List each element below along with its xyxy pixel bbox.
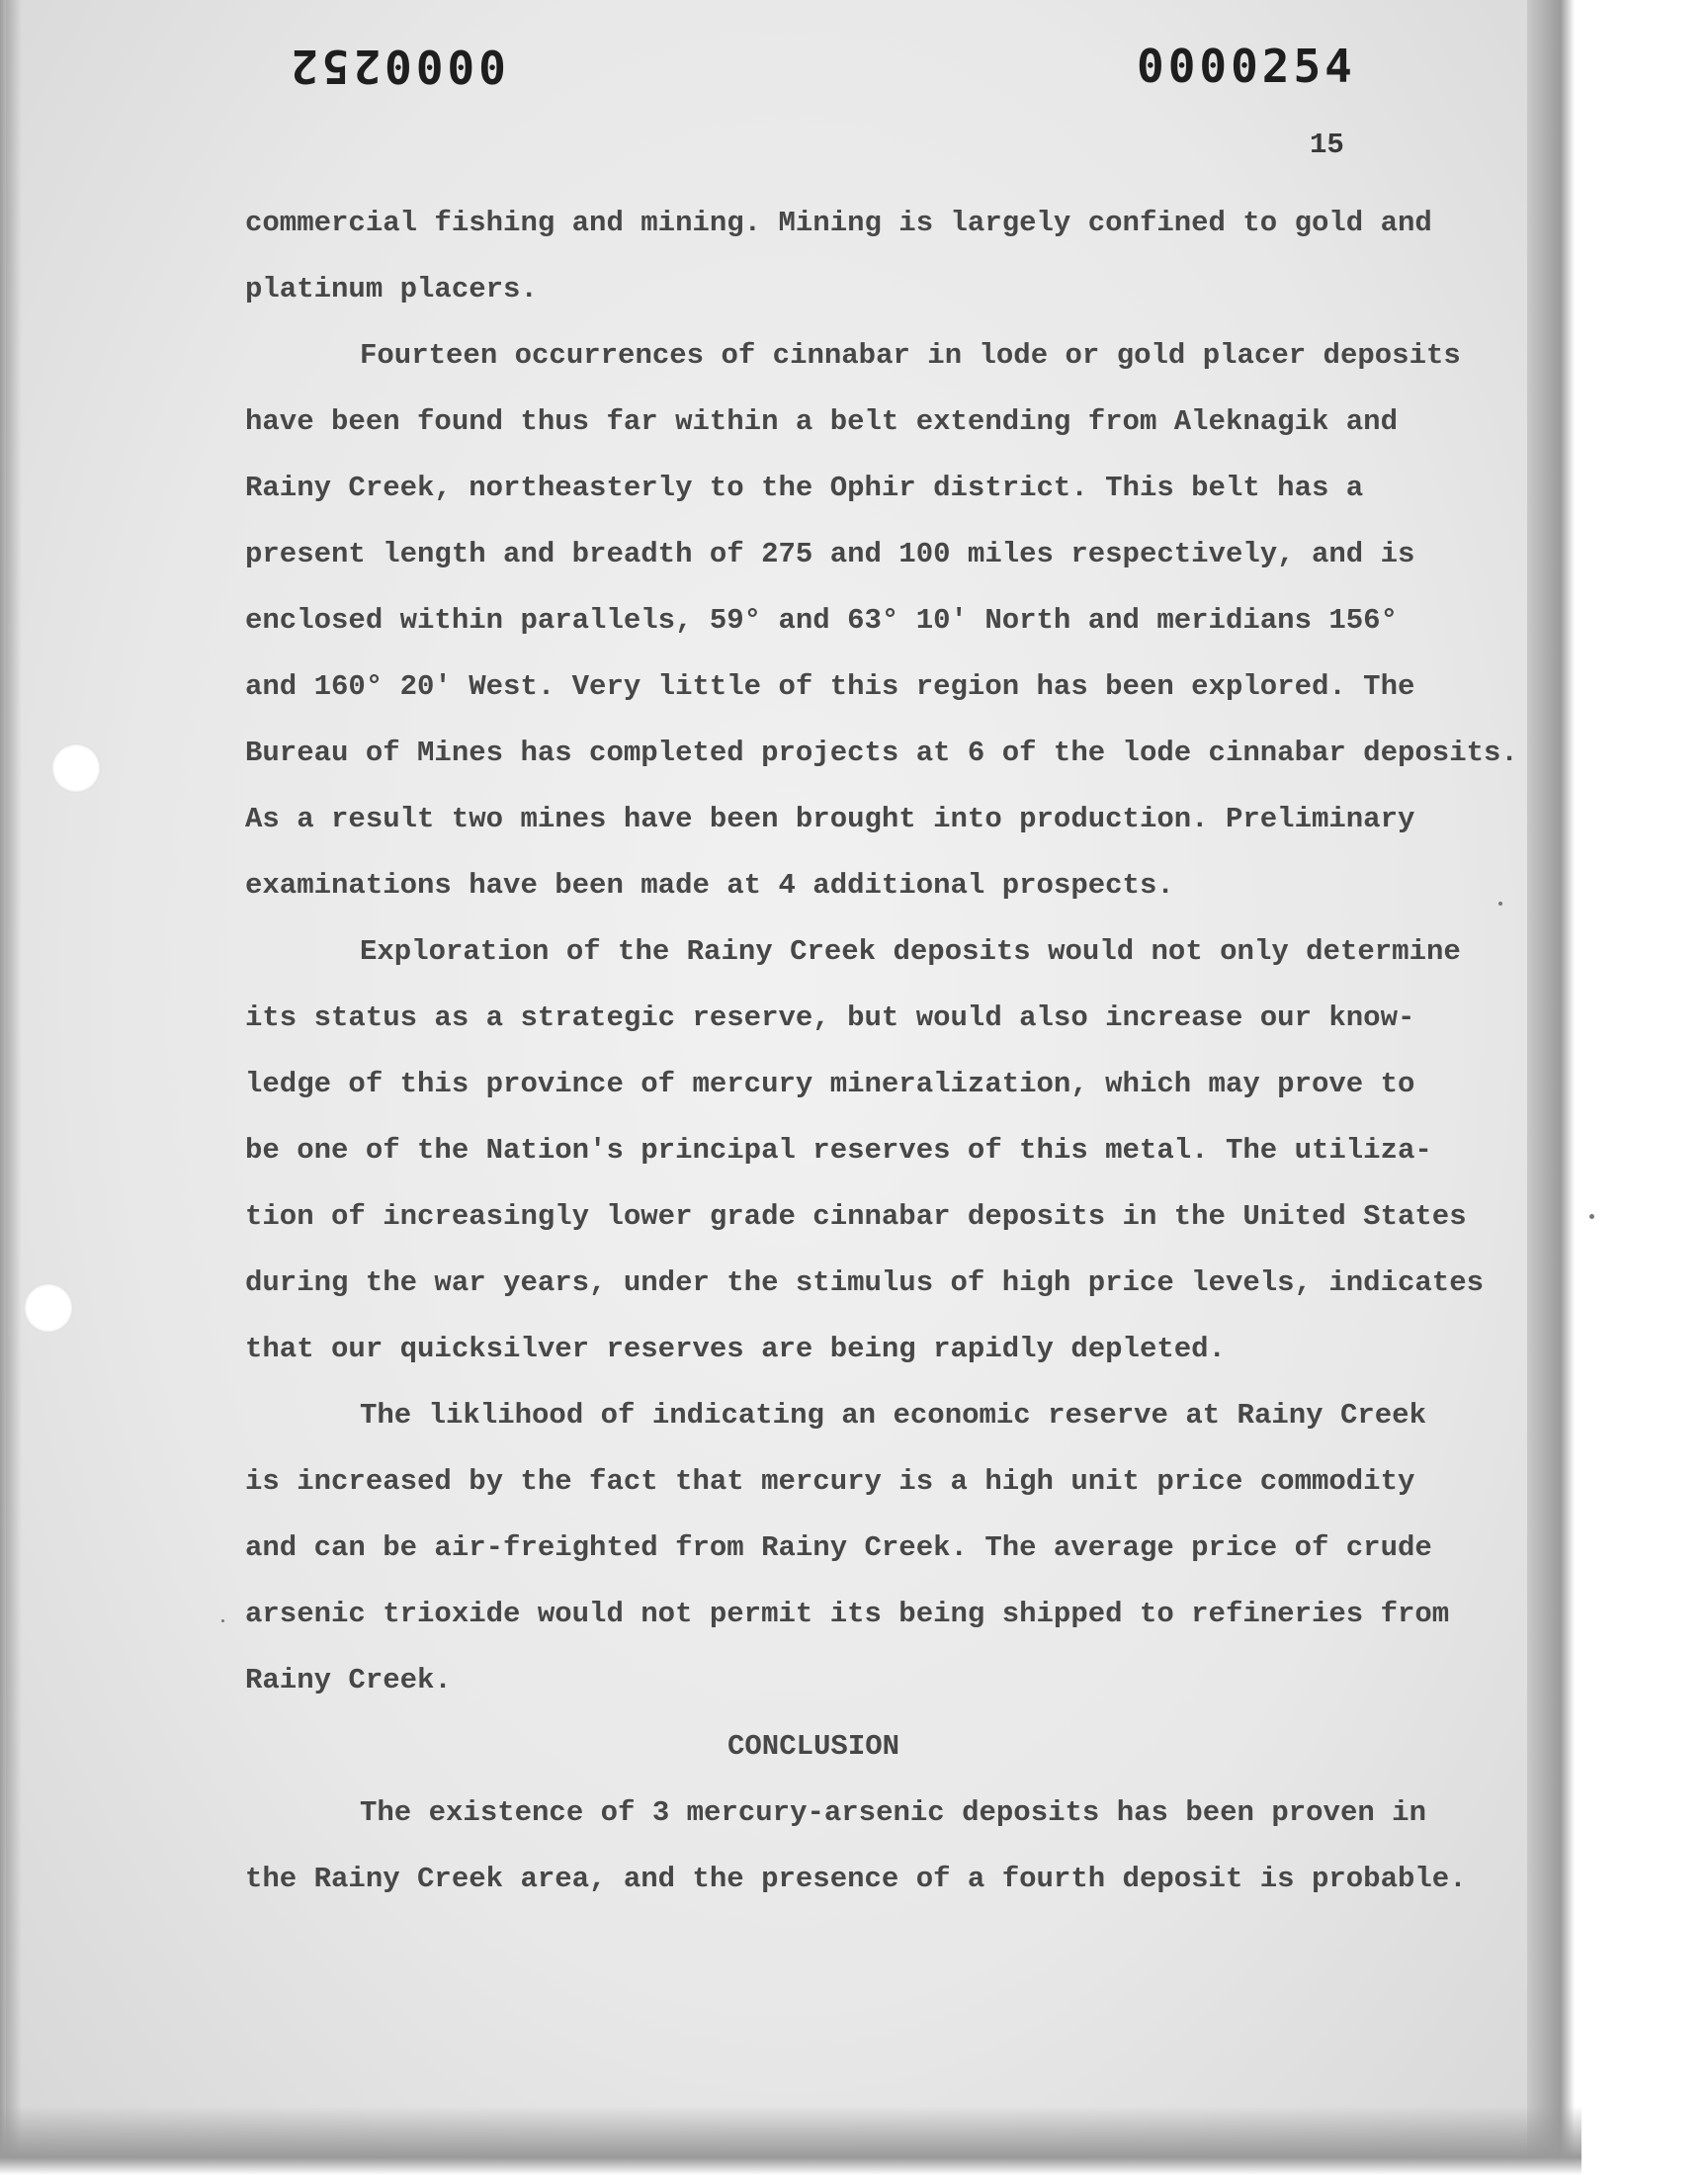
text-line: examinations have been made at 4 additional prospects. — [245, 869, 1174, 902]
text-line: Bureau of Mines has completed projects at 6 of the lode cinnabar deposits. — [245, 737, 1518, 769]
text-line: commercial fishing and mining. Mining is largely confined to gold and — [245, 207, 1432, 239]
paper-shadow-bottom — [0, 2106, 1581, 2175]
text-line: have been found thus far within a belt extending from Aleknagik and — [245, 405, 1398, 438]
text-line: Fourteen occurrences of cinnabar in lode or gold placer deposits — [360, 339, 1461, 372]
typed-body-text — [245, 190, 1518, 1912]
text-line: during the war years, under the stimulus of high price levels, indicates — [245, 1266, 1485, 1299]
text-line: and 160° 20' West. Very little of this region has been explored. The — [245, 670, 1415, 703]
text-line: present length and breadth of 275 and 100 miles respectively, and is — [245, 538, 1415, 570]
text-line: enclosed within parallels, 59° and 63° 10' North and meridians 156° — [245, 604, 1398, 637]
scan-speck — [1498, 902, 1502, 906]
text-line: be one of the Nation's principal reserves of this metal. The utiliza- — [245, 1134, 1432, 1167]
text-line: Rainy Creek. — [245, 1664, 452, 1696]
text-line: As a result two mines have been brought into production. Preliminary — [245, 803, 1415, 835]
scan-speck — [221, 1619, 224, 1622]
text-line: The existence of 3 mercury-arsenic deposits has been proven in — [360, 1796, 1426, 1829]
section-heading: CONCLUSION — [727, 1730, 900, 1763]
text-line: is increased by the fact that mercury is a high unit price commodity — [245, 1465, 1415, 1498]
text-line: Rainy Creek, northeasterly to the Ophir district. This belt has a — [245, 472, 1364, 504]
paper-shadow-right — [1527, 0, 1575, 2175]
bates-number: 0000254 — [1137, 40, 1356, 93]
text-line: arsenic trioxide would not permit its being shipped to refineries from — [245, 1598, 1450, 1630]
text-line: platinum placers. — [245, 273, 538, 305]
text-line: that our quicksilver reserves are being rapidly depleted. — [245, 1333, 1226, 1365]
text-line: the Rainy Creek area, and the presence of a fourth deposit is probable. — [245, 1863, 1467, 1895]
text-line: Exploration of the Rainy Creek deposits would not only determine — [360, 935, 1461, 968]
text-line: The liklihood of indicating an economic reserve at Rainy Creek — [360, 1399, 1426, 1432]
text-line: ledge of this province of mercury mineralization, which may prove to — [245, 1068, 1415, 1100]
scan-speck — [1589, 1214, 1594, 1219]
text-line: its status as a strategic reserve, but would also increase our know- — [245, 1001, 1415, 1034]
text-line: tion of increasingly lower grade cinnabar deposits in the United States — [245, 1200, 1467, 1233]
punch-hole-upper — [51, 743, 101, 793]
bates-number-inverted: 0000252 — [287, 40, 506, 93]
paper-shadow-left — [0, 0, 22, 2175]
text-line: and can be air-freighted from Rainy Creek. The average price of crude — [245, 1531, 1432, 1564]
punch-hole-lower — [24, 1283, 73, 1333]
page-number: 15 — [1310, 129, 1344, 161]
